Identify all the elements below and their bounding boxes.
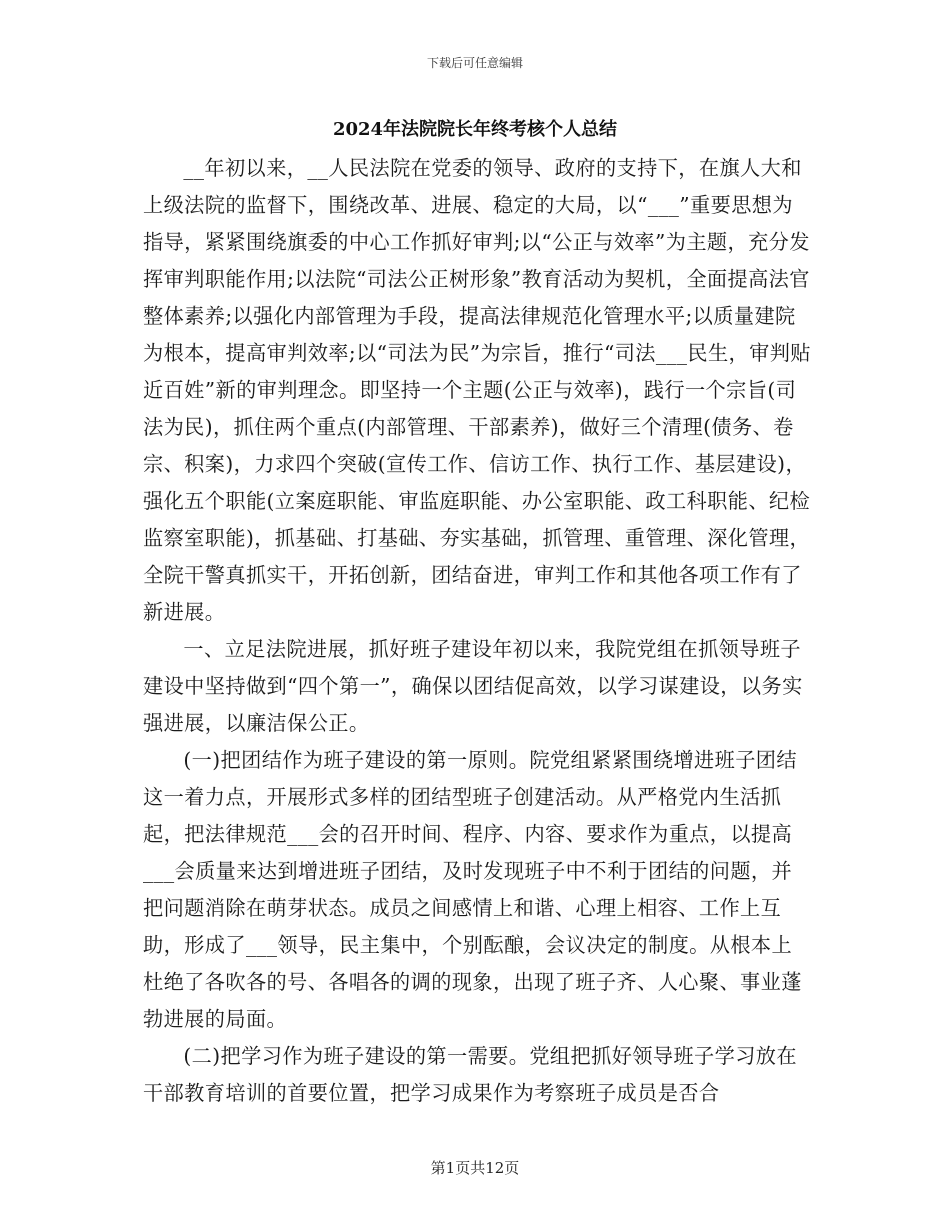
paragraph-intro: __年初以来，__人民法院在党委的领导、政府的支持下，在旗人大和上级法院的监督下，围绕改革、进展、稳定的大局，以“___”重要思想为指导，紧紧围绕旗委的中心工作抓好审判;以“公正与效率”为主题，充分发挥审判职能作用;以法院“司法公正树形象”教育活动为契机，全面提高法官整体素养;以强化内部管理为手段，提高法律规范化管理水平;以质量建院为根本，提高审判效率;以“司法为民”为宗旨，推行“司法___民生，审判贴近百姓”新的审判理念。即坚持一个主题(公正与效率)，践行一个宗旨(司法为民)，抓住两个重点(内部管理、干部素养)，做好三个清理(债务、卷宗、积案)，力求四个突破(宣传工作、信访工作、执行工作、基层建设)，强化五个职能(立案庭职能、审监庭职能、办公室职能、政工科职能、纪检监察室职能)，抓基础、打基础、夯实基础，抓管理、重管理、深化管理，全院干警真抓实干，开拓创新，团结奋进，审判工作和其他各项工作有了新进展。 [143,156,811,624]
document-body [143,150,811,1112]
paragraph-learning: (二)把学习作为班子建设的第一需要。党组把抓好领导班子学习放在干部教育培训的首要位置，把学习成果作为考察班子成员是否合 [143,1044,797,1105]
page-number: 第1页共12页 [430,1159,520,1177]
paragraph-section-one: 一、立足法院进展，抓好班子建设年初以来，我院党组在抓领导班子建设中坚持做到“四个第一”，确保以团结促高效，以学习谋建设，以务实强进展，以廉洁保公正。 [143,637,803,735]
paragraph-unity: (一)把团结作为班子建设的第一原则。院党组紧紧围绕增进班子团结这一着力点，开展形式多样的团结型班子创建活动。从严格党内生活抓起，把法律规范___会的召开时间、程序、内容、要求作为重点，以提高___会质量来达到增进班子团结，及时发现班子中不利于团结的问题，并把问题消除在萌芽状态。成员之间感情上和谐、心理上相容、工作上互助，形成了___领导，民主集中，个别酝酿，会议决定的制度。从根本上杜绝了各吹各的号、各唱各的调的现象，出现了班子齐、人心聚、事业蓬勃进展的局面。 [143,748,802,1031]
document-title: 2024年法院院长年终考核个人总结 [332,119,618,140]
header-note: 下载后可任意编辑 [426,56,523,70]
